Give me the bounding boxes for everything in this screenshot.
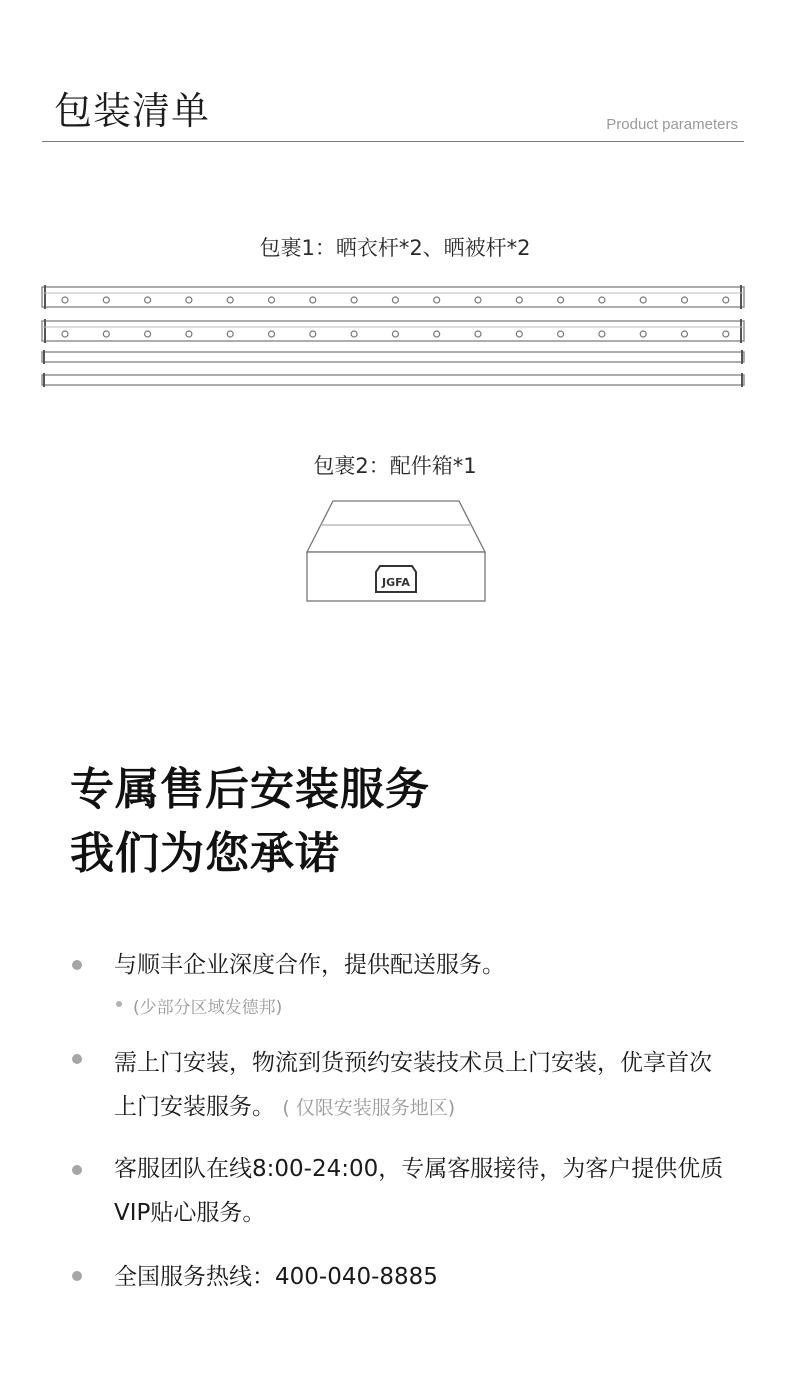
clothes-rod-1 — [42, 285, 744, 309]
rod-hole — [227, 297, 233, 303]
rod-hole — [516, 297, 522, 303]
rod-hole — [145, 297, 151, 303]
rod-hole — [269, 297, 275, 303]
rod-hole — [640, 297, 646, 303]
rod-hole — [475, 297, 481, 303]
rod-hole — [475, 331, 481, 337]
service-item-2-note: ( 仅限安装服务地区) — [282, 1097, 456, 1119]
rod-hole — [599, 331, 605, 337]
rod-hole — [599, 297, 605, 303]
rod-hole — [310, 331, 316, 337]
service-item-3: 客服团队在线8:00-24:00，专属客服接待，为客户提供优质VIP贴心服务。 — [114, 1156, 724, 1226]
header-divider — [42, 141, 744, 142]
page-title: 包装清单 — [54, 89, 211, 133]
rod-hole — [62, 331, 68, 337]
bullet-dot — [72, 1054, 82, 1064]
rod-hole — [145, 331, 151, 337]
service-title-line1: 专属售后安装服务 — [70, 764, 430, 815]
accessory-box-illustration — [300, 496, 492, 606]
quilt-rod-1 — [42, 350, 744, 364]
rod-hole — [516, 331, 522, 337]
rod-hole — [186, 331, 192, 337]
rod-hole — [434, 331, 440, 337]
rod-hole — [62, 297, 68, 303]
rod-hole — [351, 331, 357, 337]
rod-hole — [186, 297, 192, 303]
rod-hole — [103, 297, 109, 303]
page-subtitle: Product parameters — [606, 116, 738, 133]
rod-hole — [682, 297, 688, 303]
service-title-line2: 我们为您承诺 — [70, 828, 340, 879]
quilt-rod-2 — [42, 373, 744, 387]
rod-hole — [227, 331, 233, 337]
rod-hole — [723, 297, 729, 303]
bullet-dot — [72, 1271, 82, 1281]
svg-text:JGFA: JGFA — [382, 576, 410, 589]
rails-illustration — [40, 280, 746, 390]
rod-hole — [103, 331, 109, 337]
rod-hole — [723, 331, 729, 337]
rod-hole — [682, 331, 688, 337]
package-2-label: 包裹2：配件箱*1 — [313, 454, 477, 478]
clothes-rod-2 — [42, 319, 744, 343]
service-item-2: 需上门安装，物流到货预约安装技术员上门安装，优享首次上门安装服务。 ( 仅限安装服务地区) — [114, 1050, 712, 1120]
rod-hole — [310, 297, 316, 303]
rod-hole — [392, 331, 398, 337]
bullet-dot — [72, 960, 82, 970]
rod-hole — [558, 331, 564, 337]
bullet-dot — [72, 1165, 82, 1175]
rod-hole — [434, 297, 440, 303]
rod-hole — [351, 297, 357, 303]
service-item-1: 与顺丰企业深度合作，提供配送服务。 — [114, 952, 505, 978]
service-item-1-note: (少部分区域发德邦) — [133, 998, 283, 1018]
rod-hole — [558, 297, 564, 303]
rod-hole — [269, 331, 275, 337]
rod-hole — [640, 331, 646, 337]
sub-bullet-dot — [116, 1001, 122, 1007]
package-1-label: 包裹1：晒衣杆*2、晒被杆*2 — [259, 236, 531, 260]
service-hotline: 全国服务热线：400-040-8885 — [114, 1264, 438, 1290]
rod-hole — [392, 297, 398, 303]
